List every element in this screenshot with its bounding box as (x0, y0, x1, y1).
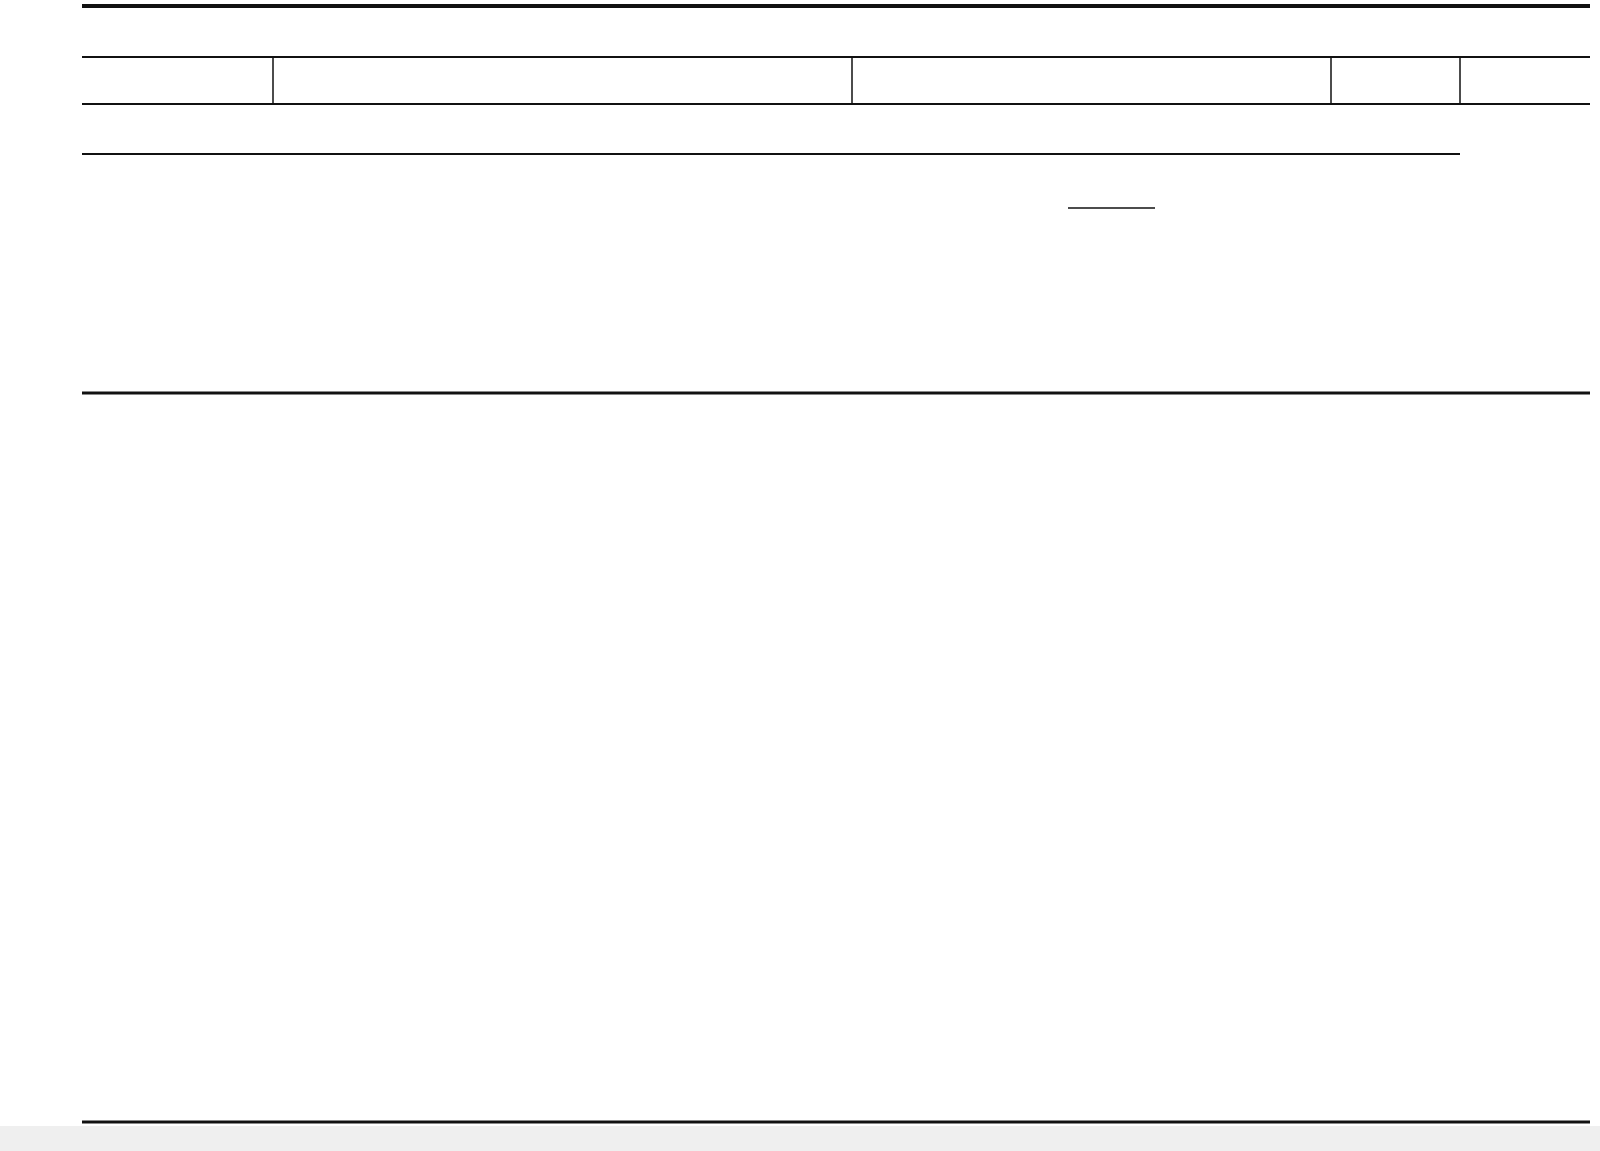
header-fields (82, 57, 1590, 104)
page-edge (0, 1126, 1600, 1151)
